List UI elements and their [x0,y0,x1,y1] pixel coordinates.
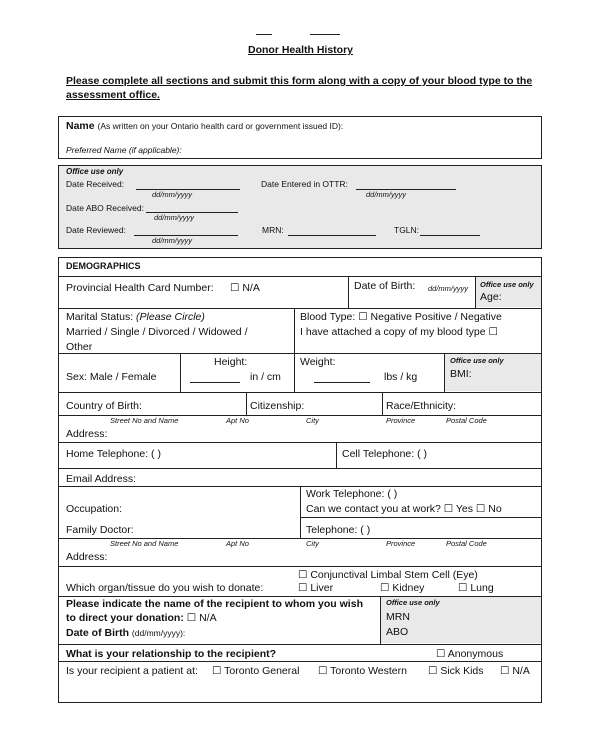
city-hint: City [306,539,319,548]
col-divider [294,353,295,392]
blood-type-positive-option[interactable]: Positive / Negative [414,311,502,323]
lung-checkbox[interactable]: ☐ Lung [458,582,494,594]
city-hint: City [306,416,319,425]
recipient-dob-row [66,627,185,639]
name-label-row [66,120,343,132]
height-input-line[interactable] [190,382,240,383]
citizenship-label: Citizenship: [250,400,305,412]
cell-telephone-label: Cell Telephone: ( ) [342,448,428,460]
conjunctival-checkbox[interactable]: ☐ Conjunctival Limbal Stem Cell (Eye) [298,569,478,581]
email-label: Email Address: [66,473,137,485]
sex-field[interactable]: Sex: Male / Female [66,371,157,383]
col-divider [336,442,337,468]
occupation-label: Occupation: [66,503,123,515]
recipient-abo-label: ABO [386,626,409,638]
health-card-na-checkbox[interactable]: ☐ N/A [230,282,260,294]
organ-question: Which organ/tissue do you wish to donate: [66,582,264,594]
office-use-label: Office use only [480,280,534,289]
row-divider [58,442,542,443]
blood-type-attached-checkbox[interactable]: I have attached a copy of my blood type ☐ [300,326,498,338]
col-divider [300,486,301,538]
col-divider [246,392,247,415]
col-divider [180,353,181,392]
date-abo-label: Date ABO Received: [66,203,144,213]
recipient-question-line2 [66,612,217,624]
date-reviewed-label: Date Reviewed: [66,225,127,235]
weight-unit: lbs / kg [384,371,418,383]
row-divider [58,566,542,567]
instructions-line1: Please complete all sections and submit this form along with a copy of your blood type to the [66,75,533,87]
col-divider [294,308,295,353]
sick-kids-checkbox[interactable]: ☐ Sick Kids [428,665,484,677]
row-divider [58,276,542,277]
patient-na-checkbox[interactable]: ☐ N/A [500,665,530,677]
marital-options[interactable]: Married / Single / Divorced / Widowed / [66,326,248,338]
address-label: Address: [66,428,108,440]
dob-format: dd/mm/yyyy [428,284,469,293]
toronto-general-checkbox[interactable]: ☐ Toronto General [212,665,300,677]
date-format: dd/mm/yyyy [366,190,407,199]
height-label: Height: [214,356,248,368]
country-of-birth-label: Country of Birth: [66,400,142,412]
recipient-question-line1: Please indicate the name of the recipient to whom you wish [66,598,363,610]
bmi-label: BMI: [450,368,472,380]
weight-input-line[interactable] [314,382,370,383]
col-divider [382,392,383,415]
street-hint: Street No and Name [110,539,179,548]
preferred-name-label: Preferred Name (if applicable): [66,145,182,155]
recipient-dob-format: (dd/mm/yyyy): [131,628,186,638]
marital-status-label [66,311,205,323]
race-label: Race/Ethnicity: [386,400,457,412]
doctor-address-label: Address: [66,551,108,563]
dob-label: Date of Birth: [354,280,416,292]
row-divider [58,661,542,662]
home-telephone-label: Home Telephone: ( ) [66,448,161,460]
row-divider [58,468,542,469]
recipient-na-checkbox[interactable]: ☐ N/A [186,612,217,624]
row-divider [300,517,542,518]
weight-label: Weight: [300,356,336,368]
tgln-line [420,235,480,236]
recipient-question-text: to direct your donation: [66,612,184,624]
name-hint: (As written on your Ontario health card or government issued ID): [97,121,344,131]
health-card-label: Provincial Health Card Number: [66,282,214,294]
province-hint: Province [386,539,416,548]
date-format: dd/mm/yyyy [152,236,193,245]
recipient-dob-label: Date of Birth [66,627,129,639]
apt-hint: Apt No [226,416,249,425]
header-mark [256,34,272,35]
postal-hint: Postal Code [446,416,487,425]
relationship-question: What is your relationship to the recipient? [66,648,277,660]
work-telephone-label: Work Telephone: ( ) [306,488,398,500]
tgln-label: TGLN: [394,225,420,235]
marital-hint: (Please Circle) [136,311,205,323]
mrn-label: MRN: [262,225,284,235]
row-divider [58,308,542,309]
doc-title: Donor Health History [248,44,354,56]
toronto-western-checkbox[interactable]: ☐ Toronto Western [318,665,407,677]
street-hint: Street No and Name [110,416,179,425]
province-hint: Province [386,416,416,425]
liver-checkbox[interactable]: ☐ Liver [298,582,334,594]
postal-hint: Postal Code [446,539,487,548]
marital-label-text: Marital Status: [66,311,134,323]
blood-type-negative-checkbox[interactable]: ☐ Negative [358,311,412,323]
doctor-telephone-label: Telephone: ( ) [306,524,371,536]
office-use-label: Office use only [450,356,504,365]
patient-at-question: Is your recipient a patient at: [66,665,198,677]
anonymous-checkbox[interactable]: ☐ Anonymous [436,648,504,660]
contact-at-work-checkbox[interactable]: Can we contact you at work? ☐ Yes ☐ No [306,503,502,515]
kidney-checkbox[interactable]: ☐ Kidney [380,582,425,594]
height-unit: in / cm [250,371,281,383]
name-label: Name [66,120,95,132]
mrn-line [288,235,376,236]
marital-option-other[interactable]: Other [66,341,93,353]
instructions-line2: assessment office. [66,89,160,101]
blood-type-row [300,311,502,323]
row-divider [58,644,542,645]
office-use-label: Office use only [386,598,440,607]
recipient-mrn-label: MRN [386,611,410,623]
date-format: dd/mm/yyyy [152,190,193,199]
apt-hint: Apt No [226,539,249,548]
age-label: Age: [480,291,502,303]
family-doctor-label: Family Doctor: [66,524,134,536]
office-use-heading: Office use only [66,167,124,176]
date-format: dd/mm/yyyy [154,213,195,222]
row-divider [58,392,542,393]
col-divider [348,276,349,308]
blood-type-label: Blood Type: [300,311,356,323]
header-mark [310,34,340,35]
demographics-heading: DEMOGRAPHICS [66,261,141,271]
date-received-label: Date Received: [66,179,125,189]
date-entered-label: Date Entered in OTTR: [261,179,348,189]
